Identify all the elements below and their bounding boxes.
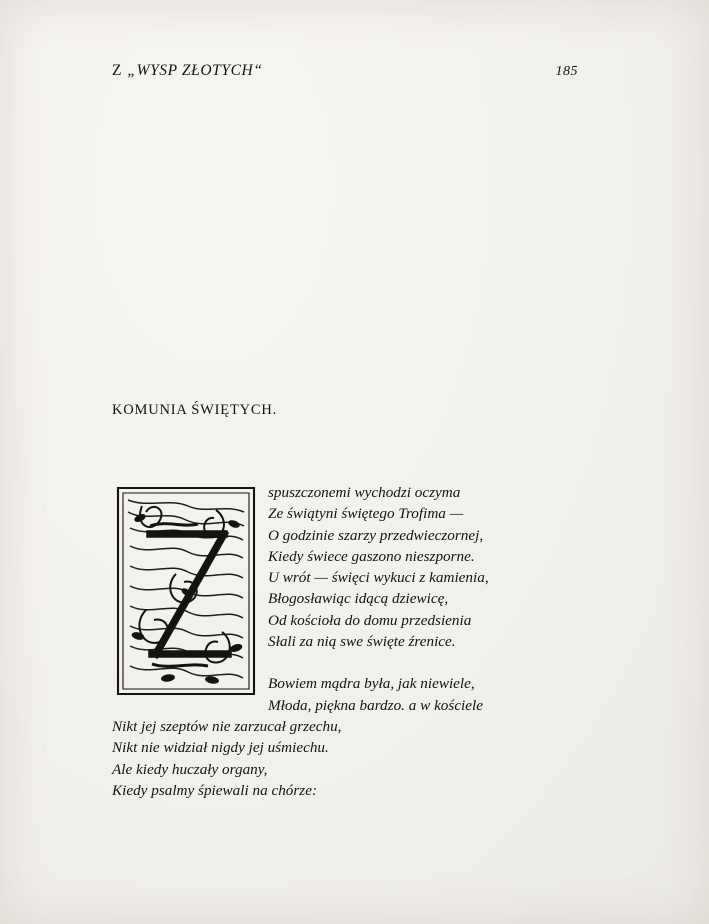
poem-line: Kiedy świece gaszono nieszporne. [268,547,475,565]
poem-body [112,482,612,801]
poem-line: U wrót — święci wykuci z kamienia, [268,569,489,587]
poem-line: Młoda, piękna bardzo. a w kościele [268,696,483,714]
poem-line: Nikt nie widział nigdy jej uśmiechu. [112,739,329,757]
poem-line: Błogosławiąc idącą dziewicę, [268,590,449,608]
stanza-one [268,482,612,716]
running-head [112,62,578,80]
poem-line: Ale kiedy huczały organy, [112,760,268,778]
running-head-title-prefix: Z [112,62,128,79]
poem-line: O godzinie szarzy przedwieczornej, [268,526,484,544]
running-head-title [112,62,263,80]
page-number: 185 [555,64,578,79]
poem-line: Nikt jej szeptów nie zarzucał grzechu, [112,717,342,735]
poem-line: spuszczonemi wychodzi oczyma [268,484,461,501]
poem-line: Kiedy psalmy śpiewali na chórze: [112,781,318,799]
poem-line: Ze świątyni świętego Trofima — [268,505,464,523]
poem-line: Słali za nią swe święte źrenice. [268,633,456,651]
running-head-title-quoted: „WYSP ZŁOTYCH“ [127,62,263,79]
first-stanza-block [112,482,612,801]
poem-line: Od kościoła do domu przedsienia [268,611,472,629]
stanza-spacer [268,652,612,673]
poem-title: KOMUNIA ŚWIĘTYCH. [112,402,278,418]
stanza-two-continuation [112,716,612,801]
poem-line: Bowiem mądra była, jak niewiele, [268,675,475,693]
ornamental-initial-z-icon [112,482,260,700]
